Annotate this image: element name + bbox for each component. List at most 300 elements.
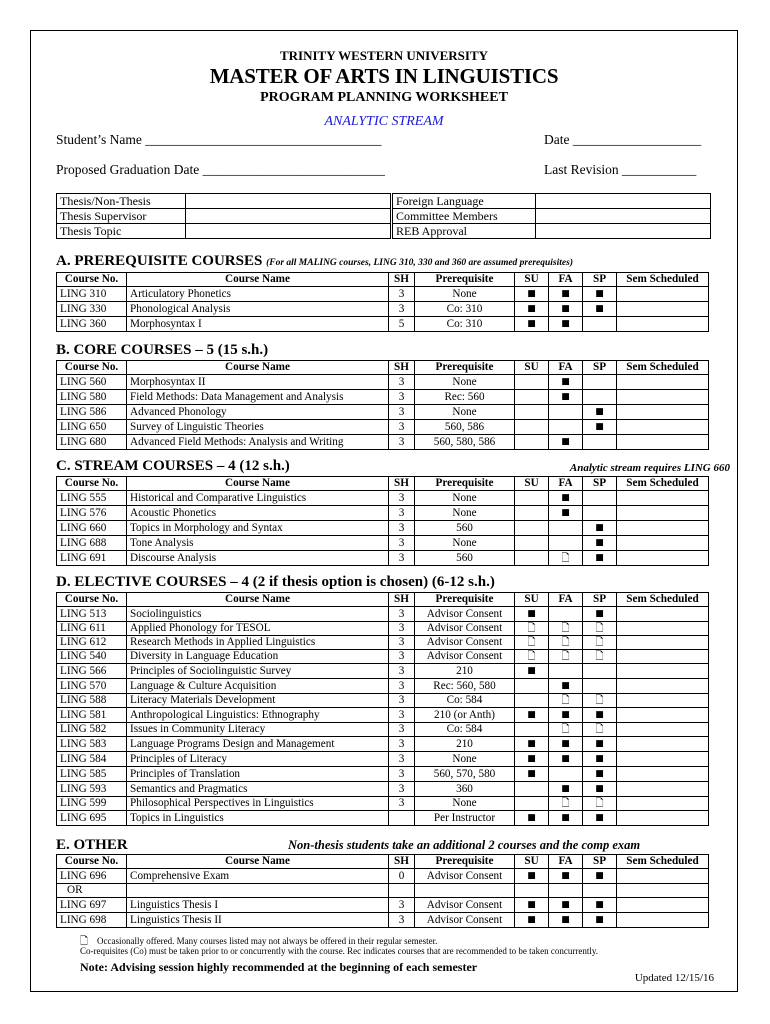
course-number: LING 688 <box>57 536 127 551</box>
prerequisite: Advisor Consent <box>415 913 515 928</box>
table-row <box>57 622 709 636</box>
offered-marker: ■ <box>595 754 604 764</box>
semester-hours: 3 <box>389 491 415 506</box>
info-value[interactable] <box>536 209 711 224</box>
table-row <box>57 607 709 622</box>
semester-hours: 3 <box>389 694 415 708</box>
course-number: LING 599 <box>57 797 127 811</box>
semester-hours: 3 <box>389 708 415 723</box>
availability-sp <box>583 607 617 622</box>
course-number: LING 584 <box>57 752 127 767</box>
availability-sp <box>583 390 617 405</box>
header-su: SU <box>515 361 549 375</box>
header-semester-hours: SH <box>389 855 415 869</box>
availability-fa <box>549 375 583 390</box>
course-number: LING 612 <box>57 636 127 650</box>
elective-table <box>56 592 709 826</box>
table-row <box>57 650 709 664</box>
header-sem-scheduled: Sem Scheduled <box>617 273 709 287</box>
sem-scheduled[interactable] <box>617 811 709 826</box>
table-row <box>57 521 709 536</box>
table-row <box>57 913 709 928</box>
availability-fa <box>549 650 583 664</box>
thesis-info-table <box>56 193 391 239</box>
course-number: LING 580 <box>57 390 127 405</box>
sem-scheduled[interactable] <box>617 650 709 664</box>
sem-scheduled[interactable] <box>617 869 709 884</box>
offered-marker: ■ <box>561 289 570 299</box>
header-prerequisite: Prerequisite <box>415 273 515 287</box>
course-number: LING 691 <box>57 551 127 566</box>
page-icon: 🗋 <box>561 552 570 564</box>
header-su: SU <box>515 273 549 287</box>
prerequisite: Rec: 560, 580 <box>415 679 515 694</box>
table-row <box>57 782 709 797</box>
availability-su <box>515 737 549 752</box>
table-row <box>57 435 709 450</box>
table-row <box>57 797 709 811</box>
header-prerequisite: Prerequisite <box>415 855 515 869</box>
other-table <box>56 854 709 928</box>
course-name: Field Methods: Data Management and Analysis <box>127 390 389 405</box>
semester-hours: 3 <box>389 521 415 536</box>
availability-sp <box>583 782 617 797</box>
availability-su <box>515 435 549 450</box>
course-name: Research Methods in Applied Linguistics <box>127 636 389 650</box>
prerequisite: None <box>415 506 515 521</box>
prerequisite: 210 <box>415 664 515 679</box>
offered-marker: ■ <box>561 915 570 925</box>
sem-scheduled[interactable] <box>617 723 709 737</box>
semester-hours: 3 <box>389 679 415 694</box>
course-number: LING 310 <box>57 287 127 302</box>
section-e-note: Non-thesis students take an additional 2 courses and the comp exam <box>288 838 641 852</box>
course-name: Discourse Analysis <box>127 551 389 566</box>
sem-scheduled[interactable] <box>617 435 709 450</box>
availability-su <box>515 551 549 566</box>
sem-scheduled[interactable] <box>617 506 709 521</box>
availability-fa <box>549 737 583 752</box>
sem-scheduled[interactable] <box>617 782 709 797</box>
prerequisite: None <box>415 375 515 390</box>
sem-scheduled[interactable] <box>617 898 709 913</box>
semester-hours: 3 <box>389 913 415 928</box>
availability-fa <box>549 636 583 650</box>
availability-fa <box>549 302 583 317</box>
table-row <box>57 420 709 435</box>
prerequisite: Advisor Consent <box>415 650 515 664</box>
semester-hours: 3 <box>389 767 415 782</box>
table-row <box>57 869 709 884</box>
section-a-heading: A. PREREQUISITE COURSES <box>56 253 263 269</box>
sem-scheduled[interactable] <box>617 884 709 898</box>
availability-sp <box>583 636 617 650</box>
course-name: Topics in Morphology and Syntax <box>127 521 389 536</box>
availability-fa <box>549 898 583 913</box>
course-name: Linguistics Thesis I <box>127 898 389 913</box>
course-name: Topics in Linguistics <box>127 811 389 826</box>
offered-marker: ■ <box>527 871 536 881</box>
offered-marker: ■ <box>561 754 570 764</box>
course-name: Acoustic Phonetics <box>127 506 389 521</box>
availability-su <box>515 317 549 332</box>
graduation-date-field[interactable]: Proposed Graduation Date ___________________________ <box>56 162 385 177</box>
availability-su <box>515 636 549 650</box>
table-row <box>57 708 709 723</box>
course-number: OR <box>57 884 127 898</box>
availability-sp <box>583 435 617 450</box>
semester-hours: 3 <box>389 650 415 664</box>
sem-scheduled[interactable] <box>617 491 709 506</box>
availability-sp <box>583 694 617 708</box>
header-course-name: Course Name <box>127 855 389 869</box>
committee-info-table <box>392 193 711 239</box>
sem-scheduled[interactable] <box>617 622 709 636</box>
header-semester-hours: SH <box>389 477 415 491</box>
course-name: Literacy Materials Development <box>127 694 389 708</box>
availability-sp <box>583 491 617 506</box>
header-sp: SP <box>583 593 617 607</box>
offered-marker: ■ <box>561 813 570 823</box>
header-prerequisite: Prerequisite <box>415 477 515 491</box>
availability-su <box>515 491 549 506</box>
updated-date: Updated 12/15/16 <box>634 972 714 984</box>
course-number: LING 555 <box>57 491 127 506</box>
prerequisite: 560, 570, 580 <box>415 767 515 782</box>
availability-fa <box>549 317 583 332</box>
availability-sp <box>583 506 617 521</box>
course-name: Diversity in Language Education <box>127 650 389 664</box>
info-label: Thesis Topic <box>57 224 186 239</box>
offered-marker: ■ <box>527 813 536 823</box>
table-row <box>57 767 709 782</box>
section-d-title: D. ELECTIVE COURSES – 4 (2 if thesis option is chosen) (6-12 s.h.) <box>56 574 495 590</box>
offered-marker: ■ <box>595 407 604 417</box>
sem-scheduled[interactable] <box>617 405 709 420</box>
course-name: Linguistics Thesis II <box>127 913 389 928</box>
header-course-name: Course Name <box>127 361 389 375</box>
course-number: LING 330 <box>57 302 127 317</box>
sem-scheduled[interactable] <box>617 607 709 622</box>
offered-marker: ■ <box>595 871 604 881</box>
offered-marker: ■ <box>561 437 570 447</box>
table-row <box>57 679 709 694</box>
course-name <box>127 884 389 898</box>
prerequisite: None <box>415 287 515 302</box>
course-number: LING 660 <box>57 521 127 536</box>
page-icon: 🗋 <box>561 724 570 735</box>
availability-sp <box>583 723 617 737</box>
course-name: Philosophical Perspectives in Linguistics <box>127 797 389 811</box>
table-header-row <box>57 593 709 607</box>
header-su: SU <box>515 477 549 491</box>
last-revision-field[interactable]: Last Revision ___________ <box>544 162 697 177</box>
availability-sp <box>583 679 617 694</box>
table-row <box>57 664 709 679</box>
availability-fa <box>549 811 583 826</box>
page-icon: 🗋 <box>595 724 604 735</box>
semester-hours: 3 <box>389 664 415 679</box>
prerequisite: 560, 580, 586 <box>415 435 515 450</box>
table-row <box>57 737 709 752</box>
header-course-no: Course No. <box>57 855 127 869</box>
course-number: LING 586 <box>57 405 127 420</box>
offered-marker: ■ <box>561 900 570 910</box>
course-name: Applied Phonology for TESOL <box>127 622 389 636</box>
availability-sp <box>583 375 617 390</box>
header-fa: FA <box>549 273 583 287</box>
availability-sp <box>583 898 617 913</box>
prerequisite: Co: 584 <box>415 694 515 708</box>
table-row <box>57 536 709 551</box>
offered-marker: ■ <box>595 739 604 749</box>
availability-fa <box>549 797 583 811</box>
header-semester-hours: SH <box>389 361 415 375</box>
sem-scheduled[interactable] <box>617 708 709 723</box>
course-name: Comprehensive Exam <box>127 869 389 884</box>
course-name: Anthropological Linguistics: Ethnography <box>127 708 389 723</box>
sem-scheduled[interactable] <box>617 636 709 650</box>
sem-scheduled[interactable] <box>617 664 709 679</box>
offered-marker: ■ <box>527 915 536 925</box>
offered-marker: ■ <box>595 900 604 910</box>
sem-scheduled[interactable] <box>617 694 709 708</box>
info-value[interactable] <box>536 194 711 209</box>
table-row <box>57 390 709 405</box>
course-name: Historical and Comparative Linguistics <box>127 491 389 506</box>
header-course-name: Course Name <box>127 273 389 287</box>
semester-hours: 3 <box>389 287 415 302</box>
page-icon: 🗋 <box>561 637 570 648</box>
sem-scheduled[interactable] <box>617 420 709 435</box>
course-name: Morphosyntax II <box>127 375 389 390</box>
availability-fa <box>549 521 583 536</box>
page-icon: 🗋 <box>561 695 570 706</box>
section-c-note: Analytic stream requires LING 660 <box>569 462 730 474</box>
info-value[interactable] <box>536 224 711 239</box>
semester-hours: 3 <box>389 723 415 737</box>
table-row <box>57 491 709 506</box>
sem-scheduled[interactable] <box>617 536 709 551</box>
availability-sp <box>583 551 617 566</box>
availability-sp <box>583 302 617 317</box>
page-icon: 🗋 <box>80 936 89 947</box>
program-title: MASTER OF ARTS IN LINGUISTICS <box>209 64 559 88</box>
semester-hours <box>389 884 415 898</box>
offered-marker: ■ <box>527 304 536 314</box>
availability-fa <box>549 664 583 679</box>
sem-scheduled[interactable] <box>617 551 709 566</box>
availability-su <box>515 375 549 390</box>
semester-hours: 3 <box>389 435 415 450</box>
availability-fa <box>549 752 583 767</box>
semester-hours: 3 <box>389 752 415 767</box>
page-icon: 🗋 <box>595 637 604 648</box>
availability-su <box>515 506 549 521</box>
page-icon: 🗋 <box>527 651 536 662</box>
course-number: LING 576 <box>57 506 127 521</box>
course-name: Language Programs Design and Management <box>127 737 389 752</box>
course-number: LING 697 <box>57 898 127 913</box>
prerequisite: 560 <box>415 521 515 536</box>
sem-scheduled[interactable] <box>617 797 709 811</box>
availability-su <box>515 664 549 679</box>
availability-sp <box>583 767 617 782</box>
sem-scheduled[interactable] <box>617 375 709 390</box>
offered-marker: ■ <box>595 915 604 925</box>
course-name: Tone Analysis <box>127 536 389 551</box>
table-header-row <box>57 273 709 287</box>
table-header-row <box>57 855 709 869</box>
sem-scheduled[interactable] <box>617 521 709 536</box>
prerequisite: Per Instructor <box>415 811 515 826</box>
section-c-title: C. STREAM COURSES – 4 (12 s.h.) <box>56 458 290 474</box>
university-name: TRINITY WESTERN UNIVERSITY <box>279 48 489 63</box>
prerequisite: Advisor Consent <box>415 622 515 636</box>
sem-scheduled[interactable] <box>617 287 709 302</box>
header-sp: SP <box>583 477 617 491</box>
availability-su <box>515 752 549 767</box>
course-number: LING 695 <box>57 811 127 826</box>
offered-marker: ■ <box>561 508 570 518</box>
semester-hours <box>389 811 415 826</box>
availability-fa <box>549 405 583 420</box>
student-name-field[interactable]: Student’s Name ___________________________________ <box>56 132 382 147</box>
availability-fa <box>549 694 583 708</box>
availability-sp <box>583 650 617 664</box>
table-header-row <box>57 361 709 375</box>
sem-scheduled[interactable] <box>617 679 709 694</box>
sem-scheduled[interactable] <box>617 317 709 332</box>
table-row <box>57 694 709 708</box>
offered-marker: ■ <box>561 871 570 881</box>
course-name: Language & Culture Acquisition <box>127 679 389 694</box>
availability-sp <box>583 622 617 636</box>
availability-sp <box>583 737 617 752</box>
course-name: Morphosyntax I <box>127 317 389 332</box>
prerequisite: 560, 586 <box>415 420 515 435</box>
availability-sp <box>583 317 617 332</box>
availability-fa <box>549 420 583 435</box>
header-sem-scheduled: Sem Scheduled <box>617 593 709 607</box>
availability-fa <box>549 679 583 694</box>
course-name: Phonological Analysis <box>127 302 389 317</box>
availability-su <box>515 884 549 898</box>
availability-fa <box>549 708 583 723</box>
semester-hours: 3 <box>389 375 415 390</box>
offered-marker: ■ <box>595 813 604 823</box>
header-prerequisite: Prerequisite <box>415 593 515 607</box>
info-label: Thesis/Non-Thesis <box>57 194 186 209</box>
offered-marker: ■ <box>527 900 536 910</box>
course-number: LING 696 <box>57 869 127 884</box>
offered-marker: ■ <box>561 377 570 387</box>
sem-scheduled[interactable] <box>617 913 709 928</box>
header-su: SU <box>515 593 549 607</box>
offered-marker: ■ <box>527 289 536 299</box>
offered-marker: ■ <box>527 710 536 720</box>
page-icon: 🗋 <box>561 651 570 662</box>
prerequisite: Co: 584 <box>415 723 515 737</box>
availability-fa <box>549 607 583 622</box>
availability-fa <box>549 551 583 566</box>
availability-fa <box>549 869 583 884</box>
availability-su <box>515 405 549 420</box>
availability-su <box>515 521 549 536</box>
offered-marker: ■ <box>561 493 570 503</box>
availability-sp <box>583 521 617 536</box>
availability-su <box>515 811 549 826</box>
sem-scheduled[interactable] <box>617 737 709 752</box>
availability-sp <box>583 884 617 898</box>
availability-su <box>515 782 549 797</box>
page-icon: 🗋 <box>595 651 604 662</box>
semester-hours: 3 <box>389 506 415 521</box>
course-number: LING 581 <box>57 708 127 723</box>
offered-marker: ■ <box>561 392 570 402</box>
section-b-title: B. CORE COURSES – 5 (15 s.h.) <box>56 342 269 358</box>
offered-marker: ■ <box>595 304 604 314</box>
semester-hours: 5 <box>389 317 415 332</box>
table-header-row <box>57 477 709 491</box>
availability-fa <box>549 435 583 450</box>
table-row <box>57 506 709 521</box>
sem-scheduled[interactable] <box>617 767 709 782</box>
availability-su <box>515 767 549 782</box>
availability-su <box>515 797 549 811</box>
page-icon: 🗋 <box>527 637 536 648</box>
availability-su <box>515 723 549 737</box>
offered-marker: ■ <box>561 784 570 794</box>
section-e-title: E. OTHER <box>56 837 128 853</box>
table-row <box>57 551 709 566</box>
availability-fa <box>549 767 583 782</box>
availability-sp <box>583 287 617 302</box>
course-name: Sociolinguistics <box>127 607 389 622</box>
availability-fa <box>549 913 583 928</box>
prerequisite: None <box>415 536 515 551</box>
info-value[interactable] <box>186 224 391 239</box>
table-row <box>57 884 709 898</box>
availability-su <box>515 913 549 928</box>
info-label: REB Approval <box>393 224 536 239</box>
prerequisite: None <box>415 797 515 811</box>
date-field[interactable]: Date ___________________ <box>544 132 702 147</box>
course-number: LING 360 <box>57 317 127 332</box>
header-su: SU <box>515 855 549 869</box>
header-fa: FA <box>549 477 583 491</box>
course-name: Issues in Community Literacy <box>127 723 389 737</box>
sem-scheduled[interactable] <box>617 752 709 767</box>
offered-marker: ■ <box>561 319 570 329</box>
availability-sp <box>583 708 617 723</box>
sem-scheduled[interactable] <box>617 302 709 317</box>
info-value[interactable] <box>186 194 391 209</box>
availability-fa <box>549 390 583 405</box>
prerequisite: 360 <box>415 782 515 797</box>
sem-scheduled[interactable] <box>617 390 709 405</box>
table-row <box>57 636 709 650</box>
worksheet-title: PROGRAM PLANNING WORKSHEET <box>260 90 508 105</box>
header-sem-scheduled: Sem Scheduled <box>617 477 709 491</box>
info-value[interactable] <box>186 209 391 224</box>
availability-su <box>515 694 549 708</box>
semester-hours: 3 <box>389 782 415 797</box>
availability-su <box>515 536 549 551</box>
prerequisite: Advisor Consent <box>415 636 515 650</box>
prerequisite: 210 <box>415 737 515 752</box>
course-name: Advanced Phonology <box>127 405 389 420</box>
